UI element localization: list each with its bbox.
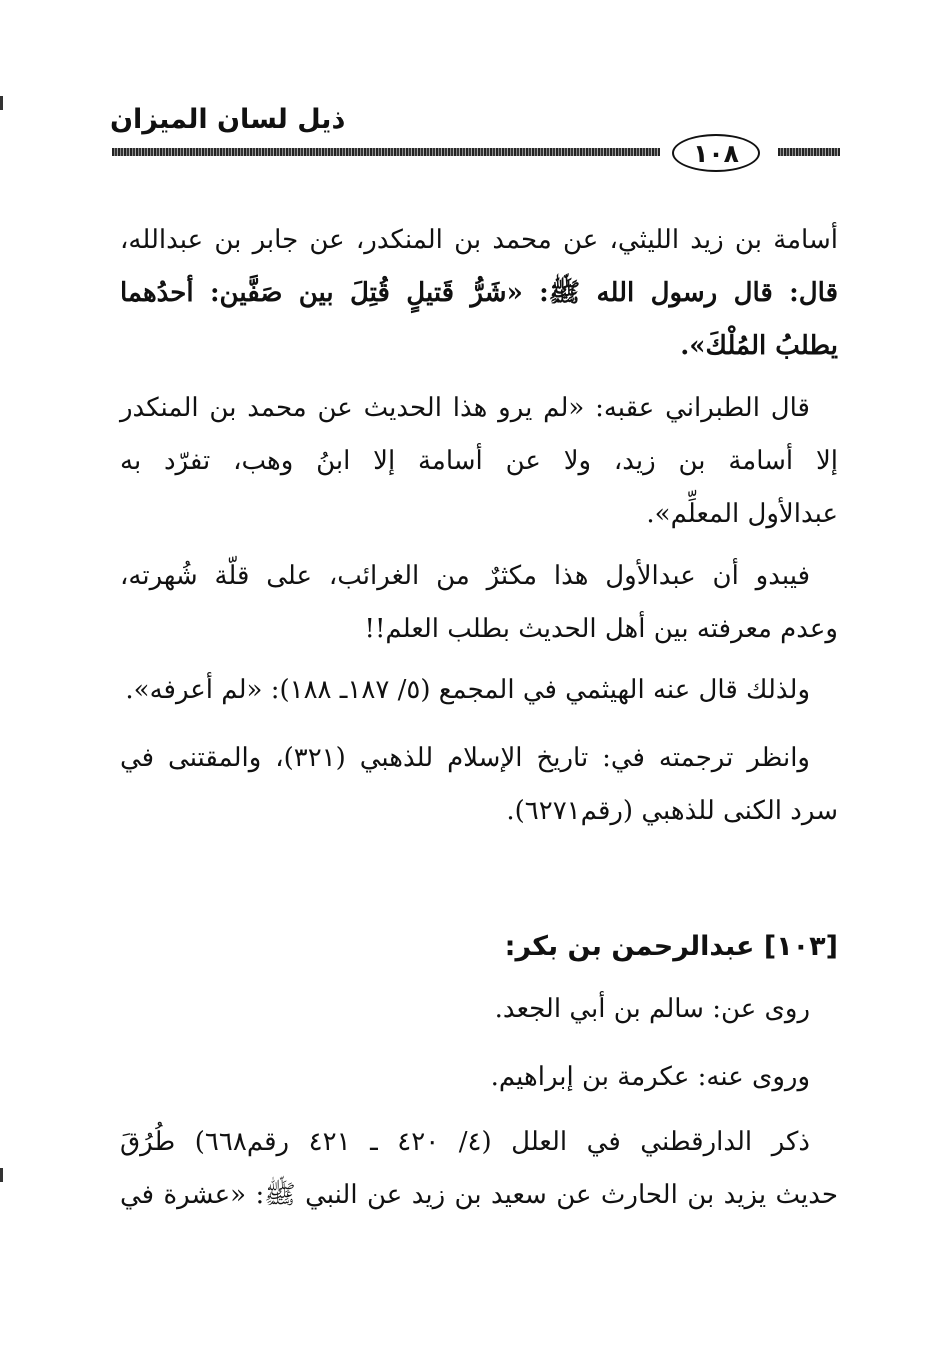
paragraph-references [120, 732, 838, 838]
text-line: وانظر ترجمته في: تاريخ الإسلام للذهبي (٣٢١)، والمقتنى في [120, 743, 810, 773]
page-number: ١٠٨ [672, 134, 760, 172]
header-rule-right [778, 148, 840, 156]
paragraph-tabarani [120, 382, 838, 541]
text-line: عبدالأول المعلِّم». [646, 499, 838, 529]
text-line: إلا أسامة بن زيد، ولا عن أسامة إلا ابنُ وهب، تفرّد به [120, 446, 838, 476]
text-line: أسامة بن زيد الليثي، عن محمد بن المنكدر، عن جابر بن عبدالله، [120, 225, 838, 255]
text-line: وعدم معرفته بين أهل الحديث بطلب العلم!! [364, 614, 838, 644]
entry-heading: [١٠٣] عبدالرحمن بن بكر: [504, 931, 838, 962]
text-line: ولذلك قال عنه الهيثمي في المجمع (٥/ ١٨٧ـ ١٨٨): «لم أعرفه». [125, 675, 810, 705]
text-line: قال الطبراني عقبه: «لم يرو هذا الحديث عن محمد بن المنكدر [120, 393, 810, 423]
text-line: ذكر الدارقطني في العلل (٤/ ٤٢٠ ـ ٤٢١ رقم٦٦٨) طُرُقَ [120, 1127, 810, 1157]
text-line: سرد الكنى للذهبي (رقم٦٢٧١). [506, 796, 838, 826]
text-line: حديث يزيد بن الحارث عن سعيد بن زيد عن النبي ﷺ: «عشرة في [120, 1180, 838, 1210]
entry-narrated-by: وروى عنه: عكرمة بن إبراهيم. [490, 1062, 810, 1092]
paragraph-commentary [120, 550, 838, 656]
entry-narrated-from: روى عن: سالم بن أبي الجعد. [494, 994, 810, 1024]
text-line: يطلبُ المُلْكَ». [680, 331, 838, 361]
text-line: فيبدو أن عبدالأول هذا مكثرٌ من الغرائب، على قلّة شُهرته، [120, 561, 810, 591]
running-title: ذيل لسان الميزان [110, 104, 346, 135]
header-rule-left [112, 148, 660, 156]
scan-margin-mark [0, 96, 3, 110]
text-line: قال: قال رسول الله ﷺ: «شَرُّ قَتيلٍ قُتِلَ بين صَفَّين: أحدُهما [120, 278, 838, 308]
paragraph-isnad [120, 214, 838, 373]
paragraph-haythami [120, 664, 838, 717]
paragraph-daraqutni [120, 1116, 838, 1222]
scan-margin-mark [0, 1168, 3, 1182]
